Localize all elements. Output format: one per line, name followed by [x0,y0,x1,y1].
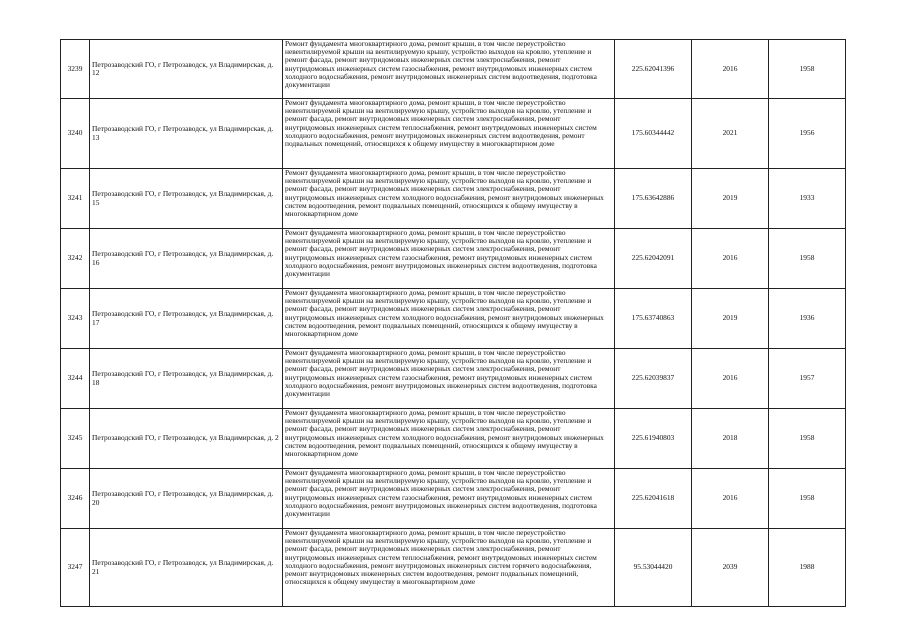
repair-year-cell: 2019 [692,289,769,349]
repair-year-cell: 2018 [692,409,769,469]
table-row [61,469,846,529]
area-cell: 95.53044420 [615,529,692,607]
works-cell: Ремонт фундамента многоквартирного дома, ремонт крыши, в том числе переустройство невентилируемой крыши на вентилируемую крышу, устройство выходов на кровлю, утепление и ремонт фасада, ремонт внутридомовых инженерных систем электроснабжения, ремонт внутридомовых инженерных систем холодного водоснабжения, ремонт внутридомовых инженерных систем водоотведения, ремонт подвальных помещений, относящихся к общему имуществу в многоквартирном доме [283,169,615,229]
area-cell: 175.63740863 [615,289,692,349]
address-cell: Петрозаводский ГО, г Петрозаводск, ул Владимирская, д. 16 [90,229,283,289]
works-cell: Ремонт фундамента многоквартирного дома, ремонт крыши, в том числе переустройство невентилируемой крыши на вентилируемую крышу, устройство выходов на кровлю, утепление и ремонт фасада, ремонт внутридомовых инженерных систем электроснабжения, ремонт внутридомовых инженерных систем газоснабжения, ремонт внутридомовых инженерных систем холодного водоснабжения, ремонт внутридомовых инженерных систем водоотведения, подготовка документации [283,349,615,409]
works-cell: Ремонт фундамента многоквартирного дома, ремонт крыши, в том числе переустройство невентилируемой крыши на вентилируемую крышу, устройство выходов на кровлю, утепление и ремонт фасада, ремонт внутридомовых инженерных систем электроснабжения, ремонт внутридомовых инженерных систем холодного водоснабжения, ремонт внутридомовых инженерных систем водоотведения, ремонт подвальных помещений, относящихся к общему имуществу в многоквартирном доме [283,289,615,349]
address-cell: Петрозаводский ГО, г Петрозаводск, ул Владимирская, д. 2 [90,409,283,469]
row-number: 3246 [61,469,90,529]
works-cell: Ремонт фундамента многоквартирного дома, ремонт крыши, в том числе переустройство невентилируемой крыши на вентилируемую крышу, устройство выходов на кровлю, утепление и ремонт фасада, ремонт внутридомовых инженерных систем электроснабжения, ремонт внутридомовых инженерных систем газоснабжения, ремонт внутридомовых инженерных систем холодного водоснабжения, ремонт внутридомовых инженерных систем водоотведения, подготовка документации [283,40,615,99]
table-row [61,229,846,289]
address-cell: Петрозаводский ГО, г Петрозаводск, ул Владимирская, д. 13 [90,99,283,169]
repair-year-cell: 2039 [692,529,769,607]
area-cell: 225.62042091 [615,229,692,289]
works-cell: Ремонт фундамента многоквартирного дома, ремонт крыши, в том числе переустройство невентилируемой крыши на вентилируемую крышу, устройство выходов на кровлю, утепление и ремонт фасада, ремонт внутридомовых инженерных систем электроснабжения, ремонт внутридомовых инженерных систем газоснабжения, ремонт внутридомовых инженерных систем холодного водоснабжения, ремонт внутридомовых инженерных систем водоотведения, подготовка документации [283,229,615,289]
repair-year-cell: 2019 [692,169,769,229]
row-number: 3245 [61,409,90,469]
built-year-cell: 1957 [769,349,846,409]
built-year-cell: 1956 [769,99,846,169]
repair-year-cell: 2016 [692,349,769,409]
built-year-cell: 1933 [769,169,846,229]
table-row [61,169,846,229]
area-cell: 225.62041618 [615,469,692,529]
built-year-cell: 1958 [769,469,846,529]
row-number: 3241 [61,169,90,229]
built-year-cell: 1958 [769,40,846,99]
address-cell: Петрозаводский ГО, г Петрозаводск, ул Владимирская, д. 15 [90,169,283,229]
address-cell: Петрозаводский ГО, г Петрозаводск, ул Владимирская, д. 18 [90,349,283,409]
address-cell: Петрозаводский ГО, г Петрозаводск, ул Владимирская, д. 20 [90,469,283,529]
table-row [61,289,846,349]
works-cell: Ремонт фундамента многоквартирного дома, ремонт крыши, в том числе переустройство невентилируемой крыши на вентилируемую крышу, устройство выходов на кровлю, утепление и ремонт фасада, ремонт внутридомовых инженерных систем электроснабжения, ремонт внутридомовых инженерных систем теплоснабжения, ремонт внутридомовых инженерных систем холодного водоснабжения, ремонт внутридомовых инженерных систем горячего водоснабжения, ремонт внутридомовых инженерных систем водоотведения, ремонт подвальных помещений, относящихся к общему имуществу в многоквартирном доме [283,529,615,607]
area-cell: 225.62041396 [615,40,692,99]
row-number: 3244 [61,349,90,409]
table-row [61,99,846,169]
works-cell: Ремонт фундамента многоквартирного дома, ремонт крыши, в том числе переустройство невентилируемой крыши на вентилируемую крышу, устройство выходов на кровлю, утепление и ремонт фасада, ремонт внутридомовых инженерных систем электроснабжения, ремонт внутридомовых инженерных систем холодного водоснабжения, ремонт внутридомовых инженерных систем водоотведения, ремонт подвальных помещений, относящихся к общему имуществу в многоквартирном доме [283,409,615,469]
table-body [61,40,846,607]
address-cell: Петрозаводский ГО, г Петрозаводск, ул Владимирская, д. 17 [90,289,283,349]
address-cell: Петрозаводский ГО, г Петрозаводск, ул Владимирская, д. 21 [90,529,283,607]
table-row [61,529,846,607]
repair-year-cell: 2021 [692,99,769,169]
area-cell: 175.63642886 [615,169,692,229]
table-row [61,409,846,469]
repair-year-cell: 2016 [692,229,769,289]
works-cell: Ремонт фундамента многоквартирного дома, ремонт крыши, в том числе переустройство невентилируемой крыши на вентилируемую крышу, устройство выходов на кровлю, утепление и ремонт фасада, ремонт внутридомовых инженерных систем электроснабжения, ремонт внутридомовых инженерных систем газоснабжения, ремонт внутридомовых инженерных систем холодного водоснабжения, ремонт внутридомовых инженерных систем водоотведения, подготовка документации [283,469,615,529]
repair-year-cell: 2016 [692,469,769,529]
row-number: 3243 [61,289,90,349]
row-number: 3242 [61,229,90,289]
area-cell: 175.60344442 [615,99,692,169]
capital-repair-table [60,39,846,607]
table-row [61,40,846,99]
row-number: 3247 [61,529,90,607]
works-cell: Ремонт фундамента многоквартирного дома, ремонт крыши, в том числе переустройство невентилируемой крыши на вентилируемую крышу, устройство выходов на кровлю, утепление и ремонт фасада, ремонт внутридомовых инженерных систем электроснабжения, ремонт внутридомовых инженерных систем теплоснабжения, ремонт внутридомовых инженерных систем холодного водоснабжения, ремонт внутридомовых инженерных систем водоотведения, ремонт подвальных помещений, относящихся к общему имуществу в многоквартирном доме [283,99,615,169]
table-row [61,349,846,409]
built-year-cell: 1988 [769,529,846,607]
address-cell: Петрозаводский ГО, г Петрозаводск, ул Владимирская, д. 12 [90,40,283,99]
repair-year-cell: 2016 [692,40,769,99]
row-number: 3239 [61,40,90,99]
area-cell: 225.61940803 [615,409,692,469]
built-year-cell: 1958 [769,409,846,469]
area-cell: 225.62039837 [615,349,692,409]
built-year-cell: 1936 [769,289,846,349]
built-year-cell: 1958 [769,229,846,289]
row-number: 3240 [61,99,90,169]
